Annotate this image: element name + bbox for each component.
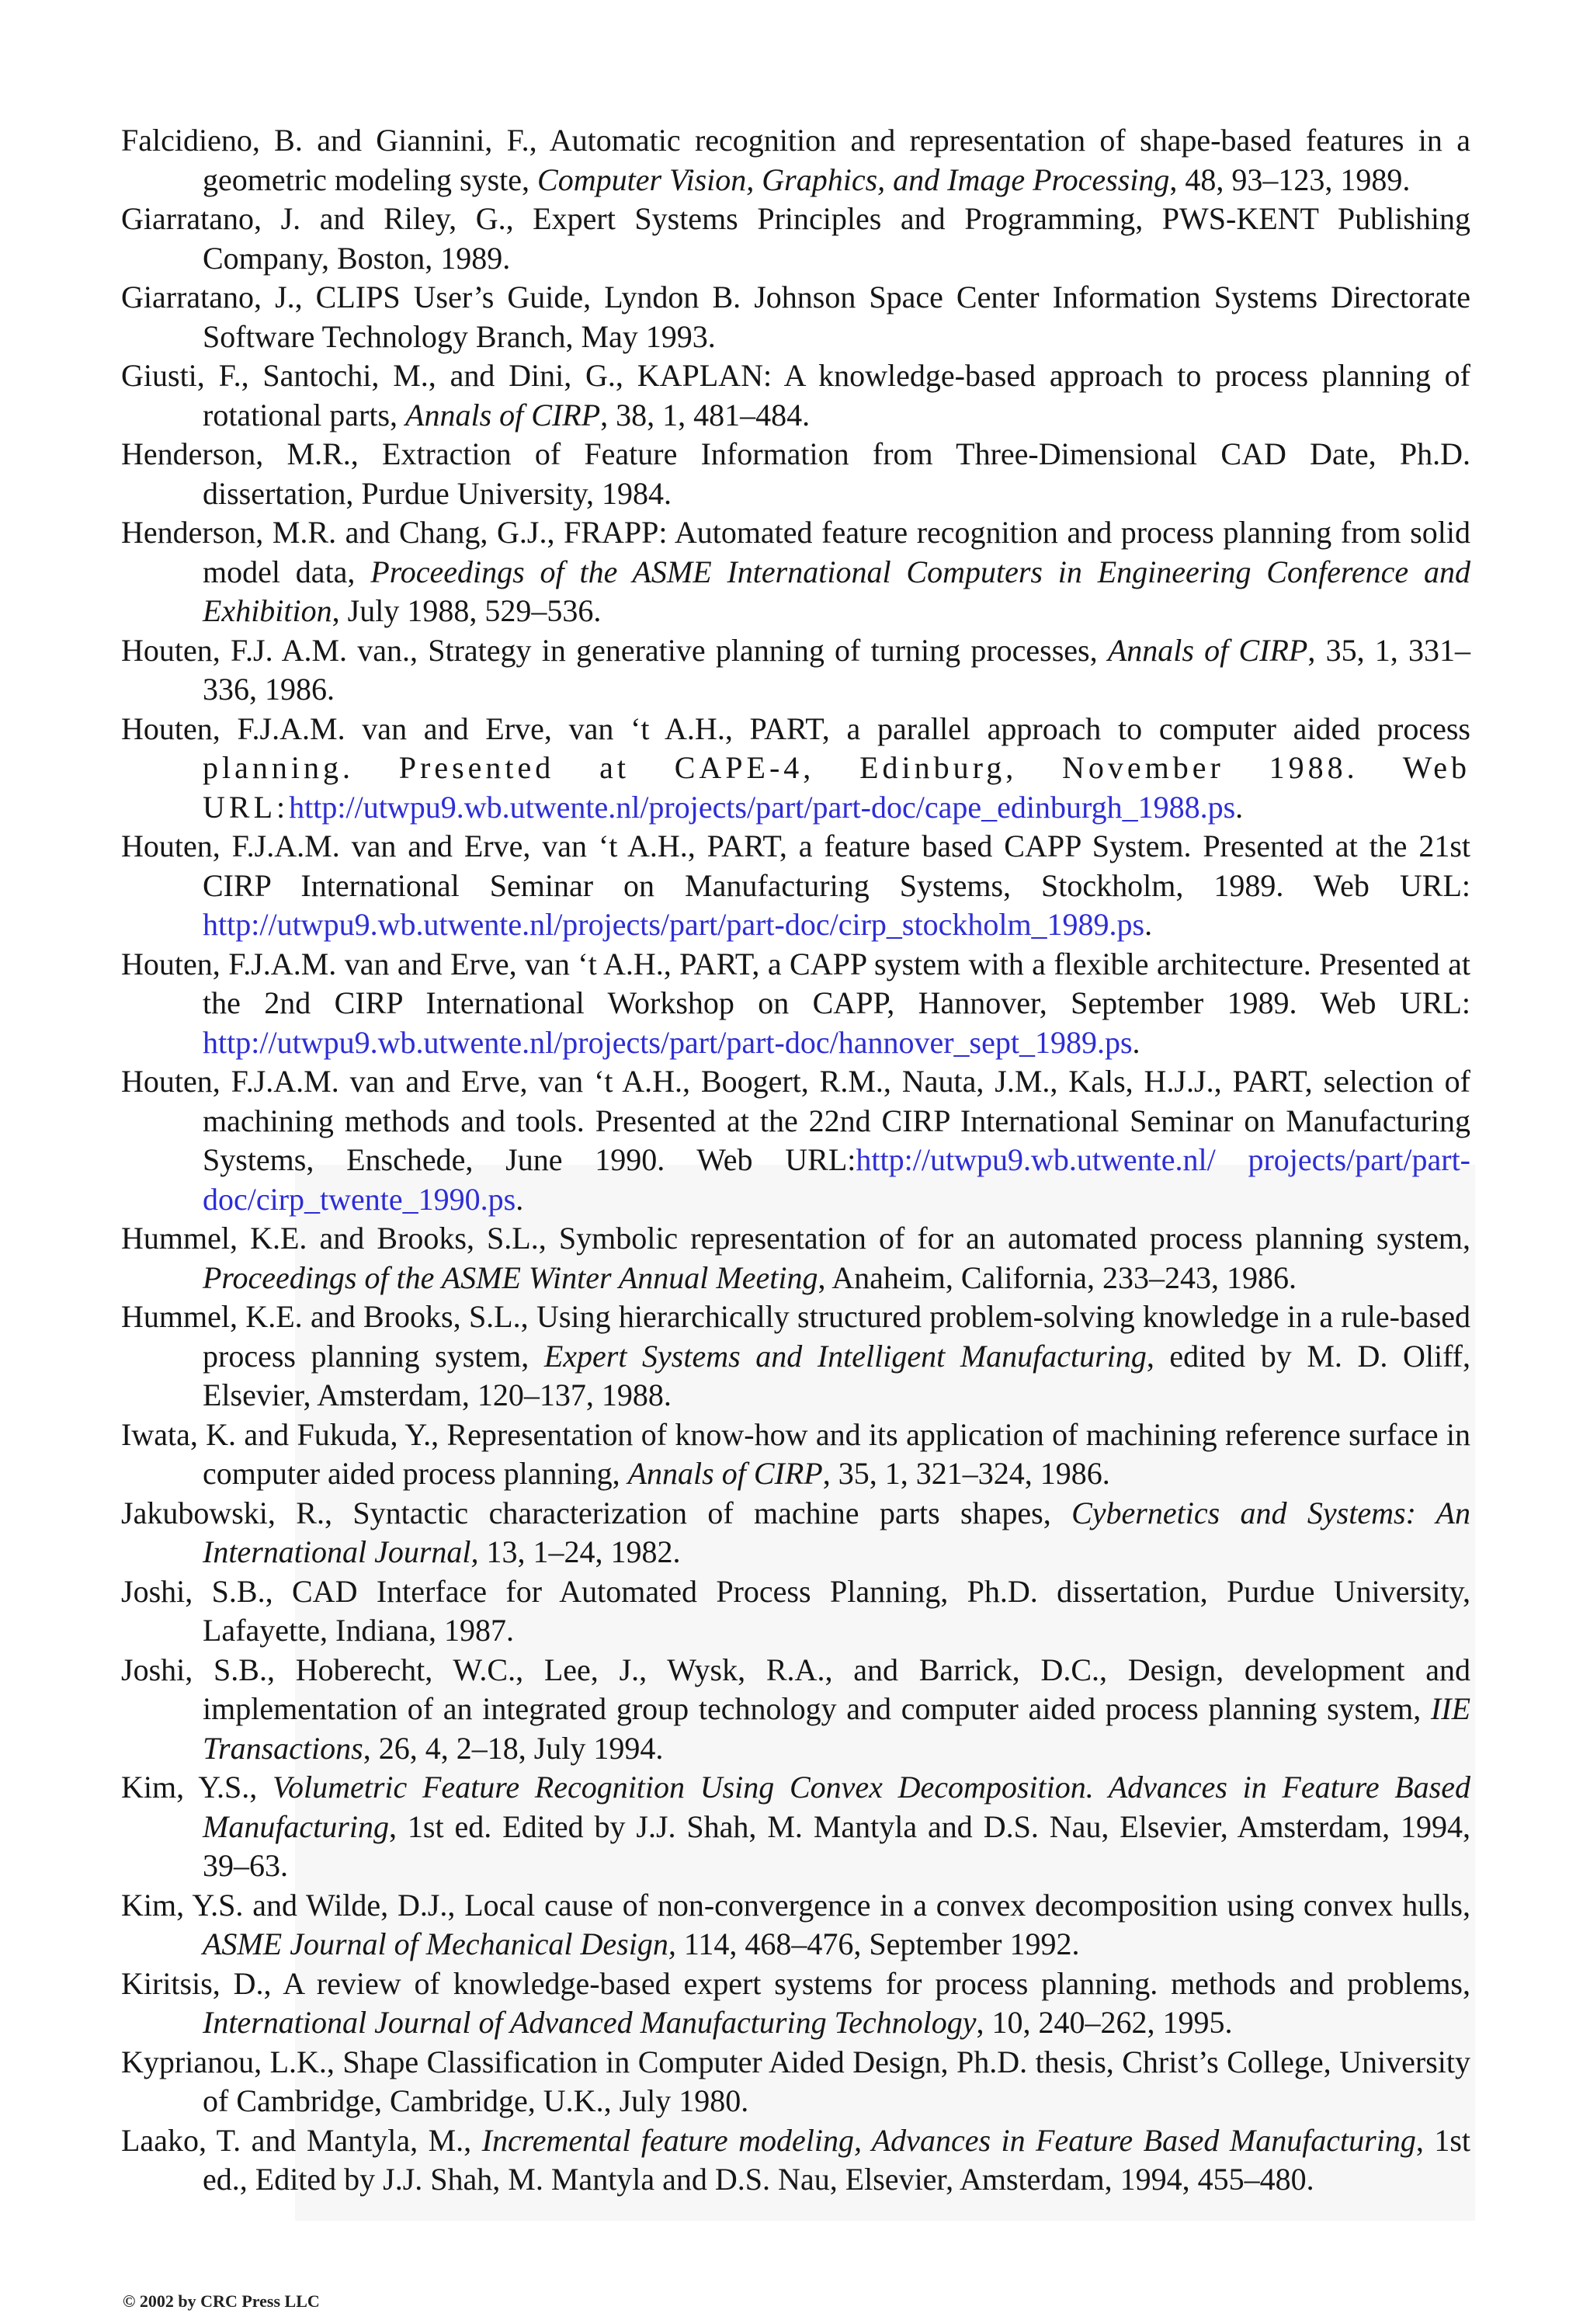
reference-entry [121,827,1470,945]
reference-text: Giusti, F., Santochi, M., and Dini, G., KAPLAN: A knowledge-based approach to process planning of rotational parts, [121,358,1470,432]
reference-url-link[interactable]: http://utwpu9.wb.utwente.nl/projects/part/part-doc/cirp_stockholm_1989.ps [203,907,1145,942]
reference-text-tail: , 35, 1, 331–336, 1986. [203,632,1471,707]
reference-text: Kyprianou, L.K., Shape Classification in Computer Aided Design, Ph.D. thesis, Christ’s College, University of Cambridge, Cambridge, U.K., July 1980. [121,2044,1470,2118]
reference-text-tail: . [1132,1024,1140,1060]
reference-text: Falcidieno, B. and Giannini, F., Automatic recognition and representation of shape-based features in a geometric modeling syste, [121,123,1470,197]
reference-entry [121,1572,1470,1651]
reference-entry [121,2043,1470,2121]
reference-entry [121,278,1470,356]
reference-text-tail: , 48, 93–123, 1989. [1169,162,1411,197]
reference-entry [121,513,1470,631]
reference-source-title: Annals of CIRP [1107,632,1308,668]
reference-entry [121,1062,1470,1219]
reference-entry [121,2121,1470,2200]
reference-text: Iwata, K. and Fukuda, Y., Representation of know-how and its application of machining reference surface in computer aided process planning, [121,1416,1470,1491]
reference-text: Hummel, K.E. and Brooks, S.L., Using hierarchically structured problem-solving knowledge in a rule-based process planning system, [121,1299,1470,1374]
reference-entry [121,1297,1470,1416]
reference-text: Giarratano, J., CLIPS User’s Guide, Lyndon B. Johnson Space Center Information Systems Directorate Software Technology Branch, May 1993. [121,280,1470,354]
reference-text-tail: , 1st ed., Edited by J.J. Shah, M. Mantyla and D.S. Nau, Elsevier, Amsterdam, 1994, 455–480. [203,2122,1471,2197]
reference-url-link[interactable]: http://utwpu9.wb.utwente.nl/projects/part/part-doc/cape_edinburgh_1988.ps [289,789,1236,825]
reference-text: Kim, Y.S. and Wilde, D.J., Local cause of non-convergence in a convex decomposition using convex hulls, [121,1887,1470,1923]
reference-entry [121,121,1470,200]
reference-text-spaced: planning. Presented at CAPE-4, Edinburg, November 1988. Web URL: [203,750,1470,825]
reference-text-tail: , 10, 240–262, 1995. [976,2005,1233,2040]
reference-text-tail: . [1235,789,1244,825]
reference-text: Hummel, K.E. and Brooks, S.L., Symbolic representation of for an automated process planning system, [121,1221,1470,1256]
reference-source-title: International Journal of Advanced Manufacturing Technology [203,2005,977,2040]
reference-text-tail: , 35, 1, 321–324, 1986. [822,1456,1110,1491]
reference-text: Kiritsis, D., A review of knowledge-based expert systems for process planning. methods and problems, [121,1965,1470,2001]
reference-entry [121,356,1470,435]
reference-entry [121,1651,1470,1769]
reference-list [121,121,1470,2200]
reference-source-title: IIE Transactions [203,1691,1470,1766]
reference-source-title: Computer Vision, Graphics, and Image Processing [537,162,1170,197]
reference-entry [121,435,1470,513]
reference-text-tail: , July 1988, 529–536. [332,593,602,628]
reference-entry [121,710,1470,828]
reference-entry [121,631,1470,710]
reference-entry [121,1964,1470,2043]
reference-source-title: Annals of CIRP [627,1456,823,1491]
reference-entry [121,945,1470,1063]
reference-text: Henderson, M.R. and Chang, G.J., FRAPP: Automated feature recognition and process planning from solid model data, [121,515,1470,589]
reference-source-title: Expert Systems and Intelligent Manufacturing [543,1338,1147,1374]
reference-text: Houten, F.J.A.M. van and Erve, van ‘t A.H., PART, a feature based CAPP System. Presented at the 21st CIRP International Seminar on Manufacturing Systems, Stockholm, 1989. Web URL: [121,829,1470,903]
reference-source-title: ASME Journal of Mechanical Design, [203,1926,676,1961]
reference-text-tail: , Anaheim, California, 233–243, 1986. [818,1259,1297,1295]
reference-text: Houten, F.J.A.M. van and Erve, van ‘t A.H., PART, a CAPP system with a flexible architecture. Presented at the 2nd CIRP International Workshop on CAPP, Hannover, September 1989. Web URL: [121,946,1470,1020]
reference-text-tail: , 1st ed. Edited by J.J. Shah, M. Mantyla and D.S. Nau, Elsevier, Amsterdam, 1994, 39–63. [203,1808,1470,1883]
reference-text: Giarratano, J. and Riley, G., Expert Systems Principles and Programming, PWS-KENT Publishing Company, Boston, 1989. [121,201,1470,276]
reference-source-title: Annals of CIRP [405,397,601,432]
reference-text-tail: . [516,1181,524,1217]
reference-text-tail: , 38, 1, 481–484. [600,397,811,432]
reference-text: Houten, F.J.A.M. van and Erve, van ‘t A.H., Boogert, R.M., Nauta, J.M., Kals, H.J.J., PART, selection of machining methods and tools. Presented at the 22nd CIRP International Seminar on Manufacturing Systems, Enschede, June 1990. Web URL: [121,1064,1470,1177]
reference-text-tail: , 26, 4, 2–18, July 1994. [363,1730,664,1766]
reference-text: Henderson, M.R., Extraction of Feature Information from Three-Dimensional CAD Date, Ph.D. dissertation, Purdue University, 1984. [121,436,1470,511]
reference-entry [121,1886,1470,1964]
reference-source-title: Proceedings of the ASME International Computers in Engineering Conference and Exhibition [203,554,1470,628]
reference-entry [121,1768,1470,1886]
reference-entry [121,1416,1470,1494]
reference-entry [121,200,1470,278]
reference-text: Laako, T. and Mantyla, M., [121,2122,482,2158]
reference-text: Joshi, S.B., Hoberecht, W.C., Lee, J., Wysk, R.A., and Barrick, D.C., Design, development and implementation of an integrated group technology and computer aided process planning system, [121,1652,1470,1726]
reference-text-tail: 114, 468–476, September 1992. [675,1926,1080,1961]
reference-text-tail: , edited by M. D. Oliff, Elsevier, Amsterdam, 120–137, 1988. [203,1338,1470,1412]
reference-url-link[interactable]: http://utwpu9.wb.utwente.nl/ projects/part/part-doc/cirp_twente_1990.ps [203,1142,1471,1217]
reference-entry [121,1494,1470,1572]
reference-text: Kim, Y.S., [121,1770,273,1805]
reference-text-tail: 13, 1–24, 1982. [478,1534,681,1569]
reference-source-title: Cybernetics and Systems: An International Journal, [203,1495,1470,1569]
reference-text: Houten, F.J.A.M. van and Erve, van ‘t A.H., PART, a parallel approach to computer aided process [121,710,1470,746]
copyright-footer: © 2002 by CRC Press LLC [123,2291,320,2311]
reference-text: Jakubowski, R., Syntactic characterization of machine parts shapes, [121,1495,1072,1530]
reference-text: Houten, F.J. A.M. van., Strategy in generative planning of turning processes, [121,632,1108,668]
reference-url-link[interactable]: http://utwpu9.wb.utwente.nl/projects/part/part-doc/hannover_sept_1989.ps [203,1024,1133,1060]
reference-text-tail: . [1144,907,1153,942]
reference-entry [121,1219,1470,1297]
reference-source-title: Proceedings of the ASME Winter Annual Meeting [203,1259,818,1295]
reference-source-title: Volumetric Feature Recognition Using Convex Decomposition. Advances in Feature Based Manufacturing [203,1770,1470,1844]
reference-source-title: Incremental feature modeling, Advances in Feature Based Manufacturing [481,2122,1416,2158]
reference-text: Joshi, S.B., CAD Interface for Automated Process Planning, Ph.D. dissertation, Purdue University, Lafayette, Indiana, 1987. [121,1573,1470,1648]
